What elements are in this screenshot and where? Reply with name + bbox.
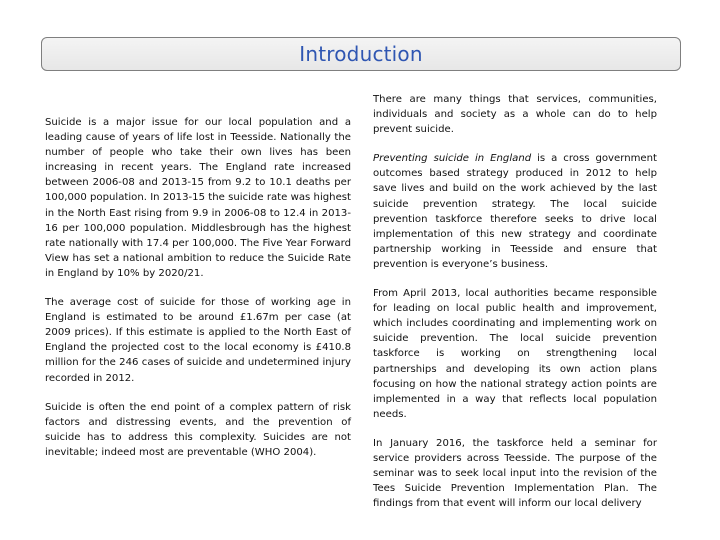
paragraph-prevention-intro: There are many things that services, communities, individuals and society as a whole can do to help prevent suicide.: [373, 94, 657, 136]
page-title: Introduction: [299, 42, 423, 66]
paragraph-risk-factors: Suicide is often the end point of a complex pattern of risk factors and distressing events, and the prevention of suicide has to address this complexity. Suicides are not inevitable; indeed most are preventable (WHO 2004).: [45, 401, 351, 458]
paragraph-taskforce-seminar: In January 2016, the taskforce held a seminar for service providers across Teesside. The purpose of the seminar was to seek local input into the revision of the Tees Suicide Prevention Implementation Plan. The findings from that event will inform our local delivery: [373, 437, 657, 510]
paragraph-suicide-rates: Suicide is a major issue for our local population and a leading cause of years of life lost in Teesside. Nationally the number of people who take their own lives has been increasing in recent years. The England rate increased between 2006-08 and 2013-15 from 9.2 to 10.1 deaths per 100,000 population. In 2013-15 the suicide rate was highest in the North East rising from 9.9 in 2006-08 to 12.4 in 2013-16 per 100,000 population. Middlesbrough has the highest rate nationally with 17.4 per 100,000. The Five Year Forward View has set a national ambition to reduce the Suicide Rate in England by 10% by 2020/21.: [45, 117, 351, 279]
paragraph-local-authorities: From April 2013, local authorities became responsible for leading on local public health and improvement, which includes coordinating and implementing work on suicide prevention. The local suicide prevention taskforce is working on strengthening local partnerships and developing its own action plans focusing on how the national strategy action points are implemented in a way that reflects local population needs.: [373, 288, 657, 420]
paragraph-national-strategy: [373, 151, 657, 272]
right-column: [373, 92, 657, 511]
paragraph-cost-of-suicide: The average cost of suicide for those of working age in England is estimated to be around £1.67m per case (at 2009 prices). If this estimate is applied to the North East of England the projected cost to the local economy is £410.8 million for the 246 cases of suicide and undetermined injury recorded in 2012.: [45, 297, 351, 384]
title-banner: [41, 37, 681, 71]
left-column: [45, 115, 351, 460]
strategy-title: Preventing suicide in England: [373, 153, 532, 165]
strategy-description: is a cross government outcomes based strategy produced in 2012 to help save lives and build on the work achieved by the last suicide prevention strategy. The local suicide prevention taskforce therefore seeks to drive local implementation of this new strategy and coordinate partnership working in Teesside and ensure that prevention is everyone’s business.: [373, 153, 657, 270]
